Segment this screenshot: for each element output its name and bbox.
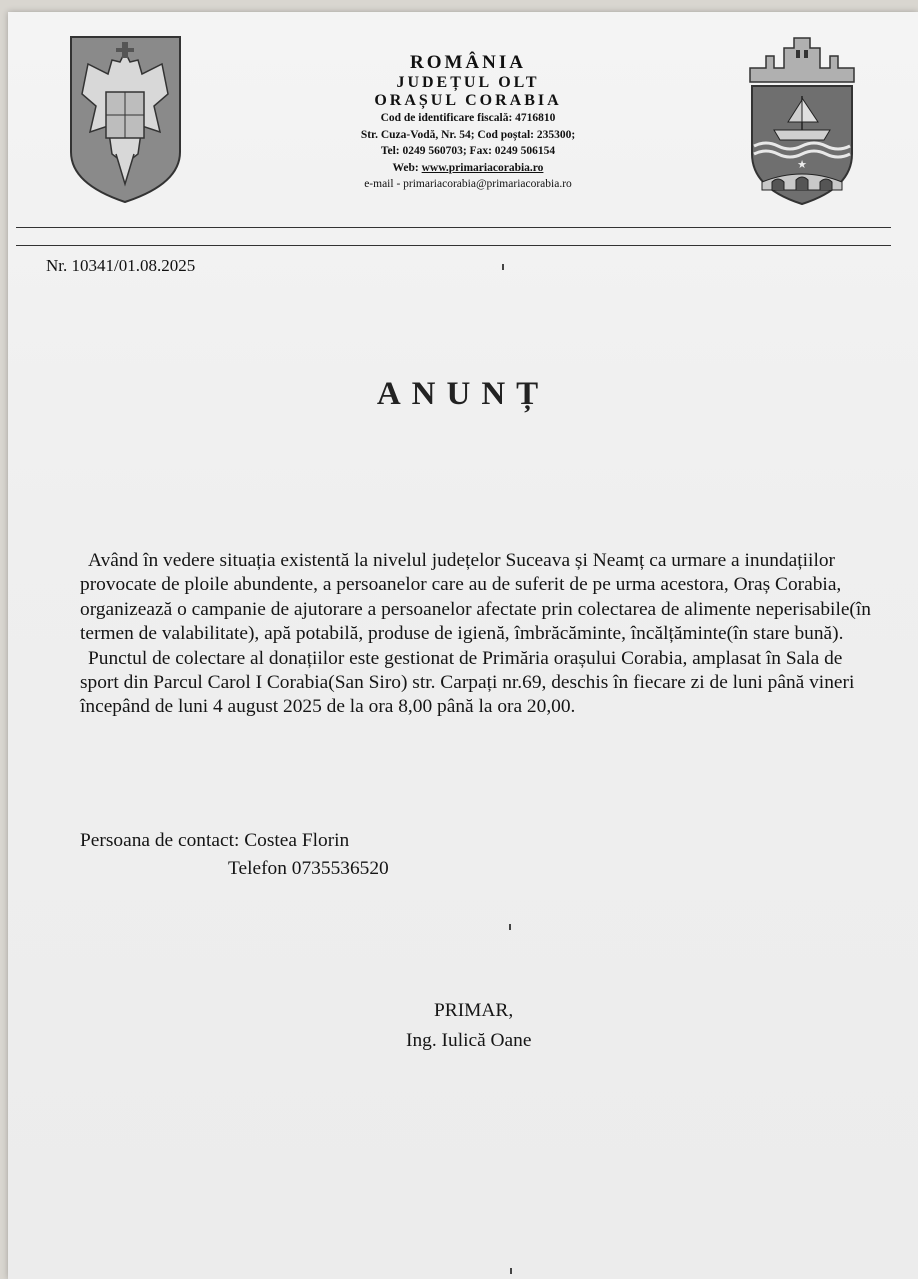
county-name: JUDEȚUL OLT: [396, 74, 540, 91]
city-name: ORAȘUL CORABIA: [374, 92, 562, 109]
announcement-body: [80, 549, 880, 720]
paper-speck: [502, 264, 504, 270]
paragraph-collection-point: Punctul de colectare al donațiilor este gestionat de Primăria orașului Corabia, amplasat în Sala de sport din Parcul Carol I Corabia(San Siro) str. Carpați nr.69, deschis în fiecare zi de luni până vineri începând de luni 4 august 2025 de la ora 8,00 până la ora 20,00.: [80, 647, 855, 718]
header-divider-top: [16, 227, 891, 228]
web-label: Web:: [392, 161, 422, 174]
phone-fax: Tel: 0249 560703; Fax: 0249 506154: [380, 145, 556, 157]
registration-number: Nr. 10341/01.08.2025: [46, 256, 196, 275]
website-line: [208, 160, 728, 177]
signatory-name: Ing. Iulică Oane: [406, 1030, 532, 1051]
email: e-mail - primariacorabia@primariacorabia.ro: [364, 178, 572, 190]
contact-phone: Telefon 0735536520: [228, 858, 389, 879]
signatory-title: PRIMAR,: [434, 1000, 514, 1021]
paper-speck: [510, 1268, 512, 1274]
corabia-city-coat-of-arms-icon: [748, 30, 856, 206]
document-page: [8, 12, 918, 1279]
svg-text:★: ★: [797, 158, 807, 171]
announcement-title: ANUNȚ: [376, 376, 550, 412]
paper-speck: [509, 924, 511, 930]
country-name: ROMÂNIA: [410, 52, 526, 73]
paragraph-donation-campaign: Având în vedere situația existentă la nivelul județelor Suceava și Neamț ca urmare a inundațiilor provocate de ploile abundente, a persoanelor care au de suferit de pe urma acestora, Oraș Corabia, organizează o campanie de ajutorare a persoanelor afectate prin colectarea de alimente neperisabile(în termen de valabilitate), apă potabilă, produse de igienă, îmbrăcăminte, încălțăminte(în stare bună).: [80, 550, 871, 645]
contact-person: Persoana de contact: Costea Florin: [80, 830, 350, 851]
fiscal-code: Cod de identificare fiscală: 4716810: [380, 112, 556, 124]
address: Str. Cuza-Vodă, Nr. 54; Cod poștal: 235300;: [360, 128, 576, 141]
romania-coat-of-arms-icon: [68, 34, 183, 204]
institution-header: [208, 52, 728, 193]
website-link[interactable]: www.primariacorabia.ro: [421, 161, 544, 174]
header-divider-bottom: [16, 245, 891, 246]
